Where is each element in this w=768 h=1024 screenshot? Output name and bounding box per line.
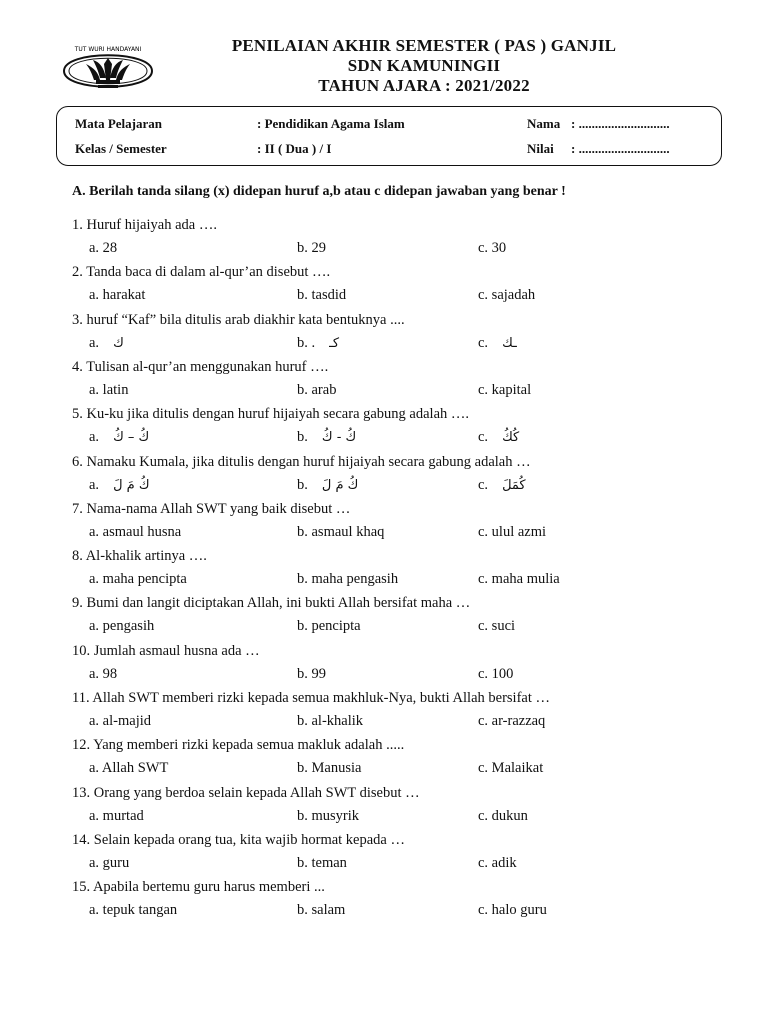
option-b[interactable] xyxy=(297,429,356,446)
answer-options-row xyxy=(0,571,768,591)
option-c[interactable] xyxy=(478,760,543,777)
option-c-text: c. 30 xyxy=(478,240,507,256)
option-a[interactable] xyxy=(89,618,154,635)
option-c[interactable] xyxy=(478,240,506,257)
option-c[interactable] xyxy=(478,524,546,541)
name-label: Nama xyxy=(527,116,561,131)
option-c[interactable] xyxy=(478,855,517,872)
option-a[interactable] xyxy=(89,902,177,919)
option-c-text: c. ar-razzaq xyxy=(478,713,546,729)
answer-options-row xyxy=(0,287,768,307)
option-c[interactable] xyxy=(478,429,519,446)
option-b-text: b. musyrik xyxy=(297,808,360,824)
option-a[interactable] xyxy=(89,855,129,872)
option-b[interactable] xyxy=(297,240,326,257)
option-c-text: c. maha mulia xyxy=(478,571,560,587)
option-b-text: b. 99 xyxy=(297,666,326,682)
answer-options-row xyxy=(0,240,768,260)
option-b-text: b. Manusia xyxy=(297,760,362,776)
option-c-arabic: كُكُ xyxy=(502,430,520,445)
question-text: 15. Apabila bertemu guru harus memberi ... xyxy=(72,879,325,895)
option-a[interactable] xyxy=(89,524,181,541)
answer-options-row xyxy=(0,713,768,733)
name-field[interactable]: : ............................ xyxy=(571,116,670,131)
option-b[interactable] xyxy=(297,902,345,919)
answer-options-row xyxy=(0,902,768,922)
option-c-arabic: ـك xyxy=(502,336,517,351)
exam-header xyxy=(120,36,728,96)
option-b-arabic: كُ مَ لَ xyxy=(321,478,359,493)
question-text: 10. Jumlah asmaul husna ada … xyxy=(72,643,260,659)
option-b[interactable] xyxy=(297,477,358,494)
question-text: 9. Bumi dan langit diciptakan Allah, ini bukti Allah bersifat maha … xyxy=(72,595,471,611)
section-a-instruction: A. Berilah tanda silang (x) didepan huruf a,b atau c didepan jawaban yang benar ! xyxy=(72,184,566,199)
question-text: 6. Namaku Kumala, jika ditulis dengan huruf hijaiyah secara gabung adalah … xyxy=(72,454,531,470)
option-a-text: a. guru xyxy=(89,855,130,871)
option-b-arabic: كـ xyxy=(329,336,340,351)
option-c-text: c. sajadah xyxy=(478,287,536,303)
option-c[interactable] xyxy=(478,335,517,352)
option-a-text: a. asmaul husna xyxy=(89,524,182,540)
option-b-text: b. al-khalik xyxy=(297,713,364,729)
option-b[interactable] xyxy=(297,713,363,730)
question-text: 8. Al-khalik artinya …. xyxy=(72,548,207,564)
option-b[interactable] xyxy=(297,666,326,683)
answer-options-row xyxy=(0,429,768,449)
option-a-text: a. xyxy=(89,477,100,493)
option-c-text: c. xyxy=(478,429,489,445)
option-c[interactable] xyxy=(478,808,528,825)
option-b-text: b. salam xyxy=(297,902,346,918)
option-a-text: a. pengasih xyxy=(89,618,155,634)
question-text: 1. Huruf hijaiyah ada …. xyxy=(72,217,217,233)
option-b[interactable] xyxy=(297,808,359,825)
question-text: 11. Allah SWT memberi rizki kepada semua makhluk-Nya, bukti Allah bersifat … xyxy=(72,690,550,706)
option-c-text: c. 100 xyxy=(478,666,514,682)
option-a[interactable] xyxy=(89,382,128,399)
option-a[interactable] xyxy=(89,808,144,825)
option-b-text: b. xyxy=(297,477,308,493)
option-c[interactable] xyxy=(478,287,535,304)
answer-options-row xyxy=(0,382,768,402)
option-c-text: c. dukun xyxy=(478,808,528,824)
class-label: Kelas / Semester xyxy=(75,141,167,156)
answer-options-row xyxy=(0,477,768,497)
option-c-text: c. ulul azmi xyxy=(478,524,547,540)
option-a-text: a. xyxy=(89,429,100,445)
option-a-text: a. tepuk tangan xyxy=(89,902,178,918)
subject-label: Mata Pelajaran xyxy=(75,116,163,131)
option-b[interactable] xyxy=(297,382,336,399)
option-c-text: c. halo guru xyxy=(478,902,547,918)
option-c-text: c. xyxy=(478,477,489,493)
option-c-text: c. kapital xyxy=(478,382,532,398)
option-c[interactable] xyxy=(478,477,526,494)
option-a[interactable] xyxy=(89,760,168,777)
option-a[interactable] xyxy=(89,287,145,304)
question-text: 13. Orang yang berdoa selain kepada Allah SWT disebut … xyxy=(72,785,420,801)
option-a-text: a. maha pencipta xyxy=(89,571,187,587)
option-a-text: a. al-majid xyxy=(89,713,152,729)
option-b-text: b. maha pengasih xyxy=(297,571,399,587)
option-b[interactable] xyxy=(297,571,398,588)
option-a-text: a. Allah SWT xyxy=(89,760,169,776)
question-text: 5. Ku-ku jika ditulis dengan huruf hijaiyah secara gabung adalah …. xyxy=(72,406,470,422)
option-b-arabic: كُ - كُ xyxy=(321,430,357,445)
option-c-text: c. Malaikat xyxy=(478,760,544,776)
logo-motto: TUT WURI HANDAYANI xyxy=(74,46,142,53)
answer-options-row xyxy=(0,618,768,638)
option-c[interactable] xyxy=(478,618,515,635)
student-info-box xyxy=(56,106,722,166)
option-c-arabic: كُمَلَ xyxy=(502,478,526,493)
option-a-arabic: كُ مَ لَ xyxy=(113,478,150,493)
option-a-text: a. latin xyxy=(89,382,129,398)
option-c[interactable] xyxy=(478,902,547,919)
option-a[interactable] xyxy=(89,240,117,257)
option-c[interactable] xyxy=(478,713,545,730)
exam-title: PENILAIAN AKHIR SEMESTER ( PAS ) GANJIL xyxy=(231,36,617,55)
option-c-text: c. adik xyxy=(478,855,517,871)
answer-options-row xyxy=(0,666,768,686)
option-a-text: a. murtad xyxy=(89,808,144,824)
option-b-text: b. arab xyxy=(297,382,337,398)
option-c[interactable] xyxy=(478,666,513,683)
question-text: 4. Tulisan al-qur’an menggunakan huruf …. xyxy=(72,359,329,375)
option-b[interactable] xyxy=(297,335,339,352)
option-b-text: b. pencipta xyxy=(297,618,361,634)
option-b-text: b. teman xyxy=(297,855,347,871)
option-a-arabic: ك xyxy=(113,336,124,351)
score-label: Nilai xyxy=(527,141,554,156)
option-a[interactable] xyxy=(89,713,151,730)
option-a[interactable] xyxy=(89,335,124,352)
option-c[interactable] xyxy=(478,382,531,399)
school-name: SDN KAMUNINGII xyxy=(347,56,501,75)
answer-options-row xyxy=(0,855,768,875)
option-b-text: b. tasdid xyxy=(297,287,347,303)
option-c[interactable] xyxy=(478,571,560,588)
answer-options-row xyxy=(0,524,768,544)
subject-value: : Pendidikan Agama Islam xyxy=(257,116,405,131)
class-value: : II ( Dua ) / I xyxy=(257,141,332,156)
option-b-text: b. 29 xyxy=(297,240,326,256)
answer-options-row xyxy=(0,335,768,355)
option-a-text: a. 98 xyxy=(89,666,118,682)
option-a[interactable] xyxy=(89,429,149,446)
question-text: 12. Yang memberi rizki kepada semua makluk adalah ..... xyxy=(72,737,405,753)
question-text: 14. Selain kepada orang tua, kita wajib hormat kepada … xyxy=(72,832,405,848)
option-a-text: a. harakat xyxy=(89,287,146,303)
option-b[interactable] xyxy=(297,855,347,872)
option-b[interactable] xyxy=(297,524,384,541)
option-a-text: a. 28 xyxy=(89,240,118,256)
option-a-text: a. xyxy=(89,335,100,351)
question-text: 2. Tanda baca di dalam al-qur’an disebut …. xyxy=(72,264,331,280)
question-text: 3. huruf “Kaf” bila ditulis arab diakhir kata bentuknya .... xyxy=(72,312,405,328)
answer-options-row xyxy=(0,808,768,828)
option-c-text: c. suci xyxy=(478,618,516,634)
option-b[interactable] xyxy=(297,760,361,777)
option-a-arabic: كُ – كُ xyxy=(113,430,150,445)
academic-year: TAHUN AJARA : 2021/2022 xyxy=(318,76,530,95)
question-text: 7. Nama-nama Allah SWT yang baik disebut … xyxy=(72,501,351,517)
option-b[interactable] xyxy=(297,618,361,635)
option-b-text: b. asmaul khaq xyxy=(297,524,385,540)
option-a[interactable] xyxy=(89,666,117,683)
answer-options-row xyxy=(0,760,768,780)
option-b-text: b. xyxy=(297,429,308,445)
option-a[interactable] xyxy=(89,477,150,494)
option-c-text: c. xyxy=(478,335,489,351)
option-a[interactable] xyxy=(89,571,187,588)
option-b-text: b. . xyxy=(297,335,316,351)
option-b[interactable] xyxy=(297,287,346,304)
score-field[interactable]: : ............................ xyxy=(571,141,670,156)
